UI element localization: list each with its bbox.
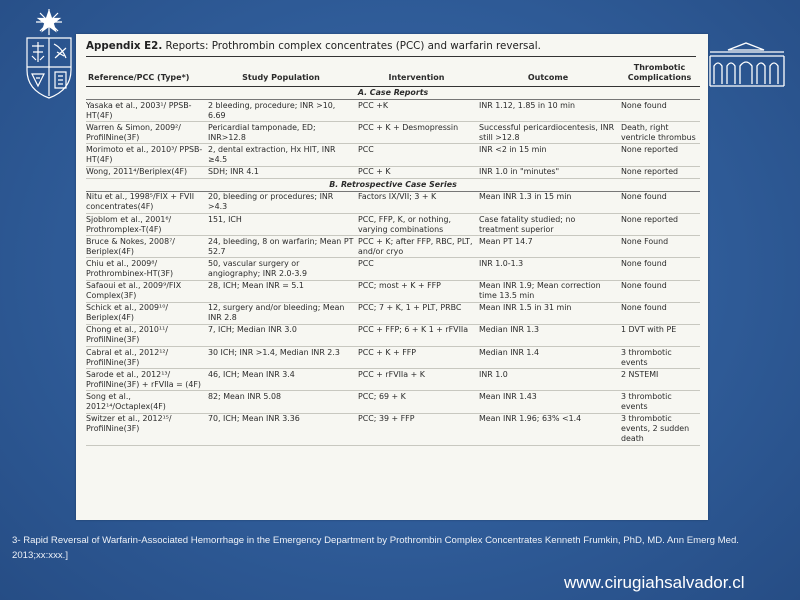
appendix-title-text: Reports: Prothrombin complex concentrates (PCC) and warfarin reversal. (162, 40, 541, 52)
cell-population: 151, ICH (206, 213, 356, 235)
cell-intervention: PCC + K; after FFP, RBC, PLT, and/or cryo (356, 236, 477, 258)
cell-outcome: Mean INR 1.9; Mean correction time 13.5 min (477, 280, 619, 302)
cell-complications: 3 thrombotic events, 2 sudden death (619, 413, 700, 445)
section-heading-row (86, 178, 700, 191)
cell-population: Pericardial tamponade, ED; INR>12.8 (206, 122, 356, 144)
appendix-document (76, 34, 708, 520)
cell-reference: Safaoui et al., 2009⁹/FIX Complex(3F) (86, 280, 206, 302)
cell-reference: Sjoblom et al., 2001⁶/ Prothromplex-T(4F) (86, 213, 206, 235)
cell-intervention: Factors IX/VII; 3 + K (356, 191, 477, 213)
cell-intervention: PCC (356, 144, 477, 166)
cell-complications: 3 thrombotic events (619, 347, 700, 369)
cell-complications: None found (619, 280, 700, 302)
cell-outcome: Case fatality studied; no treatment superior (477, 213, 619, 235)
cell-reference: Sarode et al., 2012¹³/ ProfilNine(3F) + rFVIIa = (4F) (86, 369, 206, 391)
cell-outcome: INR 1.0 (477, 369, 619, 391)
cell-intervention: PCC; 69 + K (356, 391, 477, 413)
header-complications: Thrombotic Complications (619, 62, 700, 87)
table-row (86, 144, 700, 166)
header-outcome: Outcome (477, 62, 619, 87)
cell-reference: Yasaka et al., 2003¹/ PPSB-HT(4F) (86, 100, 206, 122)
section-heading-row (86, 87, 700, 100)
cell-population: 28, ICH; Mean INR = 5.1 (206, 280, 356, 302)
cell-intervention: PCC + FFP; 6 + K 1 + rFVIIa (356, 324, 477, 346)
cell-reference: Cabral et al., 2012¹²/ ProfilNine(3F) (86, 347, 206, 369)
cell-reference: Warren & Simon, 2009²/ ProfilNine(3F) (86, 122, 206, 144)
table-row (86, 213, 700, 235)
cell-outcome: INR <2 in 15 min (477, 144, 619, 166)
cell-reference: Nitu et al., 1998⁵/FIX + FVII concentrates(4F) (86, 191, 206, 213)
cell-intervention: PCC + K + FFP (356, 347, 477, 369)
cell-outcome: Mean INR 1.43 (477, 391, 619, 413)
cell-reference: Wong, 2011⁴/Beriplex(4F) (86, 166, 206, 178)
cell-population: 20, bleeding or procedures; INR >4.3 (206, 191, 356, 213)
hospital-building-icon (706, 40, 786, 90)
table-body (86, 87, 700, 446)
table-row (86, 347, 700, 369)
cell-outcome: Mean INR 1.3 in 15 min (477, 191, 619, 213)
table-row (86, 122, 700, 144)
cell-intervention: PCC; 7 + K, 1 + PLT, PRBC (356, 302, 477, 324)
cell-reference: Song et al., 2012¹⁴/Octaplex(4F) (86, 391, 206, 413)
cell-outcome: Median INR 1.4 (477, 347, 619, 369)
cell-reference: Schick et al., 2009¹⁰/ Beriplex(4F) (86, 302, 206, 324)
table-row (86, 369, 700, 391)
cell-outcome: Successful pericardiocentesis, INR still >12.8 (477, 122, 619, 144)
cell-outcome: Mean INR 1.96; 63% <1.4 (477, 413, 619, 445)
cell-complications: None Found (619, 236, 700, 258)
cell-population: 24, bleeding, 8 on warfarin; Mean PT 52.7 (206, 236, 356, 258)
table-row (86, 166, 700, 178)
cell-reference: Morimoto et al., 2010³/ PPSB-HT(4F) (86, 144, 206, 166)
cell-complications: None found (619, 258, 700, 280)
cell-intervention: PCC +K (356, 100, 477, 122)
cell-intervention: PCC; 39 + FFP (356, 413, 477, 445)
section-b-heading: B. Retrospective Case Series (86, 178, 700, 191)
table-header-row (86, 62, 700, 87)
cell-intervention: PCC (356, 258, 477, 280)
header-reference: Reference/PCC (Type*) (86, 62, 206, 87)
cell-outcome: INR 1.12, 1.85 in 10 min (477, 100, 619, 122)
cell-intervention: PCC + K (356, 166, 477, 178)
cell-complications: 2 NSTEMI (619, 369, 700, 391)
cell-population: SDH; INR 4.1 (206, 166, 356, 178)
cell-intervention: PCC; most + K + FFP (356, 280, 477, 302)
pcc-reports-table (86, 62, 700, 446)
table-row (86, 236, 700, 258)
cell-complications: 1 DVT with PE (619, 324, 700, 346)
cell-population: 2 bleeding, procedure; INR >10, 6.69 (206, 100, 356, 122)
cell-intervention: PCC, FFP, K, or nothing, varying combinations (356, 213, 477, 235)
cell-population: 70, ICH; Mean INR 3.36 (206, 413, 356, 445)
cell-outcome: INR 1.0-1.3 (477, 258, 619, 280)
table-row (86, 258, 700, 280)
table-row (86, 391, 700, 413)
cell-reference: Bruce & Nokes, 2008⁷/ Beriplex(4F) (86, 236, 206, 258)
cell-intervention: PCC + K + Desmopressin (356, 122, 477, 144)
table-row (86, 324, 700, 346)
university-crest-logo (22, 8, 76, 100)
cell-reference: Chong et al., 2010¹¹/ ProfilNine(3F) (86, 324, 206, 346)
table-row (86, 302, 700, 324)
reference-caption: 3- Rapid Reversal of Warfarin-Associated Hemorrhage in the Emergency Department by Prothrombin Complex Concentrates Kenneth Frumkin, PhD, MD. Ann Emerg Med. 2013;xx:xxx.] (12, 535, 739, 561)
cell-complications: None found (619, 100, 700, 122)
table-row (86, 100, 700, 122)
header-population: Study Population (206, 62, 356, 87)
cell-complications: None reported (619, 166, 700, 178)
cell-intervention: PCC + rFVIIa + K (356, 369, 477, 391)
cell-population: 2, dental extraction, Hx HIT, INR ≥4.5 (206, 144, 356, 166)
cell-outcome: Median INR 1.3 (477, 324, 619, 346)
cell-population: 50, vascular surgery or angiography; INR 2.0-3.9 (206, 258, 356, 280)
header-intervention: Intervention (356, 62, 477, 87)
website-url: www.cirugiahsalvador.cl (564, 573, 745, 592)
cell-outcome: INR 1.0 in "minutes" (477, 166, 619, 178)
cell-population: 82; Mean INR 5.08 (206, 391, 356, 413)
cell-complications: None reported (619, 144, 700, 166)
cell-complications: None found (619, 302, 700, 324)
cell-reference: Chiu et al., 2009⁸/ Prothrombinex-HT(3F) (86, 258, 206, 280)
section-a-heading: A. Case Reports (86, 87, 700, 100)
table-row (86, 280, 700, 302)
cell-outcome: Mean INR 1.5 in 31 min (477, 302, 619, 324)
appendix-title-label: Appendix E2. (86, 40, 163, 52)
cell-population: 12, surgery and/or bleeding; Mean INR 2.8 (206, 302, 356, 324)
cell-complications: None reported (619, 213, 700, 235)
cell-population: 7, ICH; Median INR 3.0 (206, 324, 356, 346)
cell-complications: 3 thrombotic events (619, 391, 700, 413)
table-row (86, 191, 700, 213)
cell-reference: Switzer et al., 2012¹⁵/ ProfilNine(3F) (86, 413, 206, 445)
cell-outcome: Mean PT 14.7 (477, 236, 619, 258)
cell-population: 30 ICH; INR >1.4, Median INR 2.3 (206, 347, 356, 369)
cell-complications: None found (619, 191, 700, 213)
cell-complications: Death, right ventricle thrombus (619, 122, 700, 144)
cell-population: 46, ICH; Mean INR 3.4 (206, 369, 356, 391)
table-row (86, 413, 700, 445)
appendix-title (86, 40, 696, 57)
